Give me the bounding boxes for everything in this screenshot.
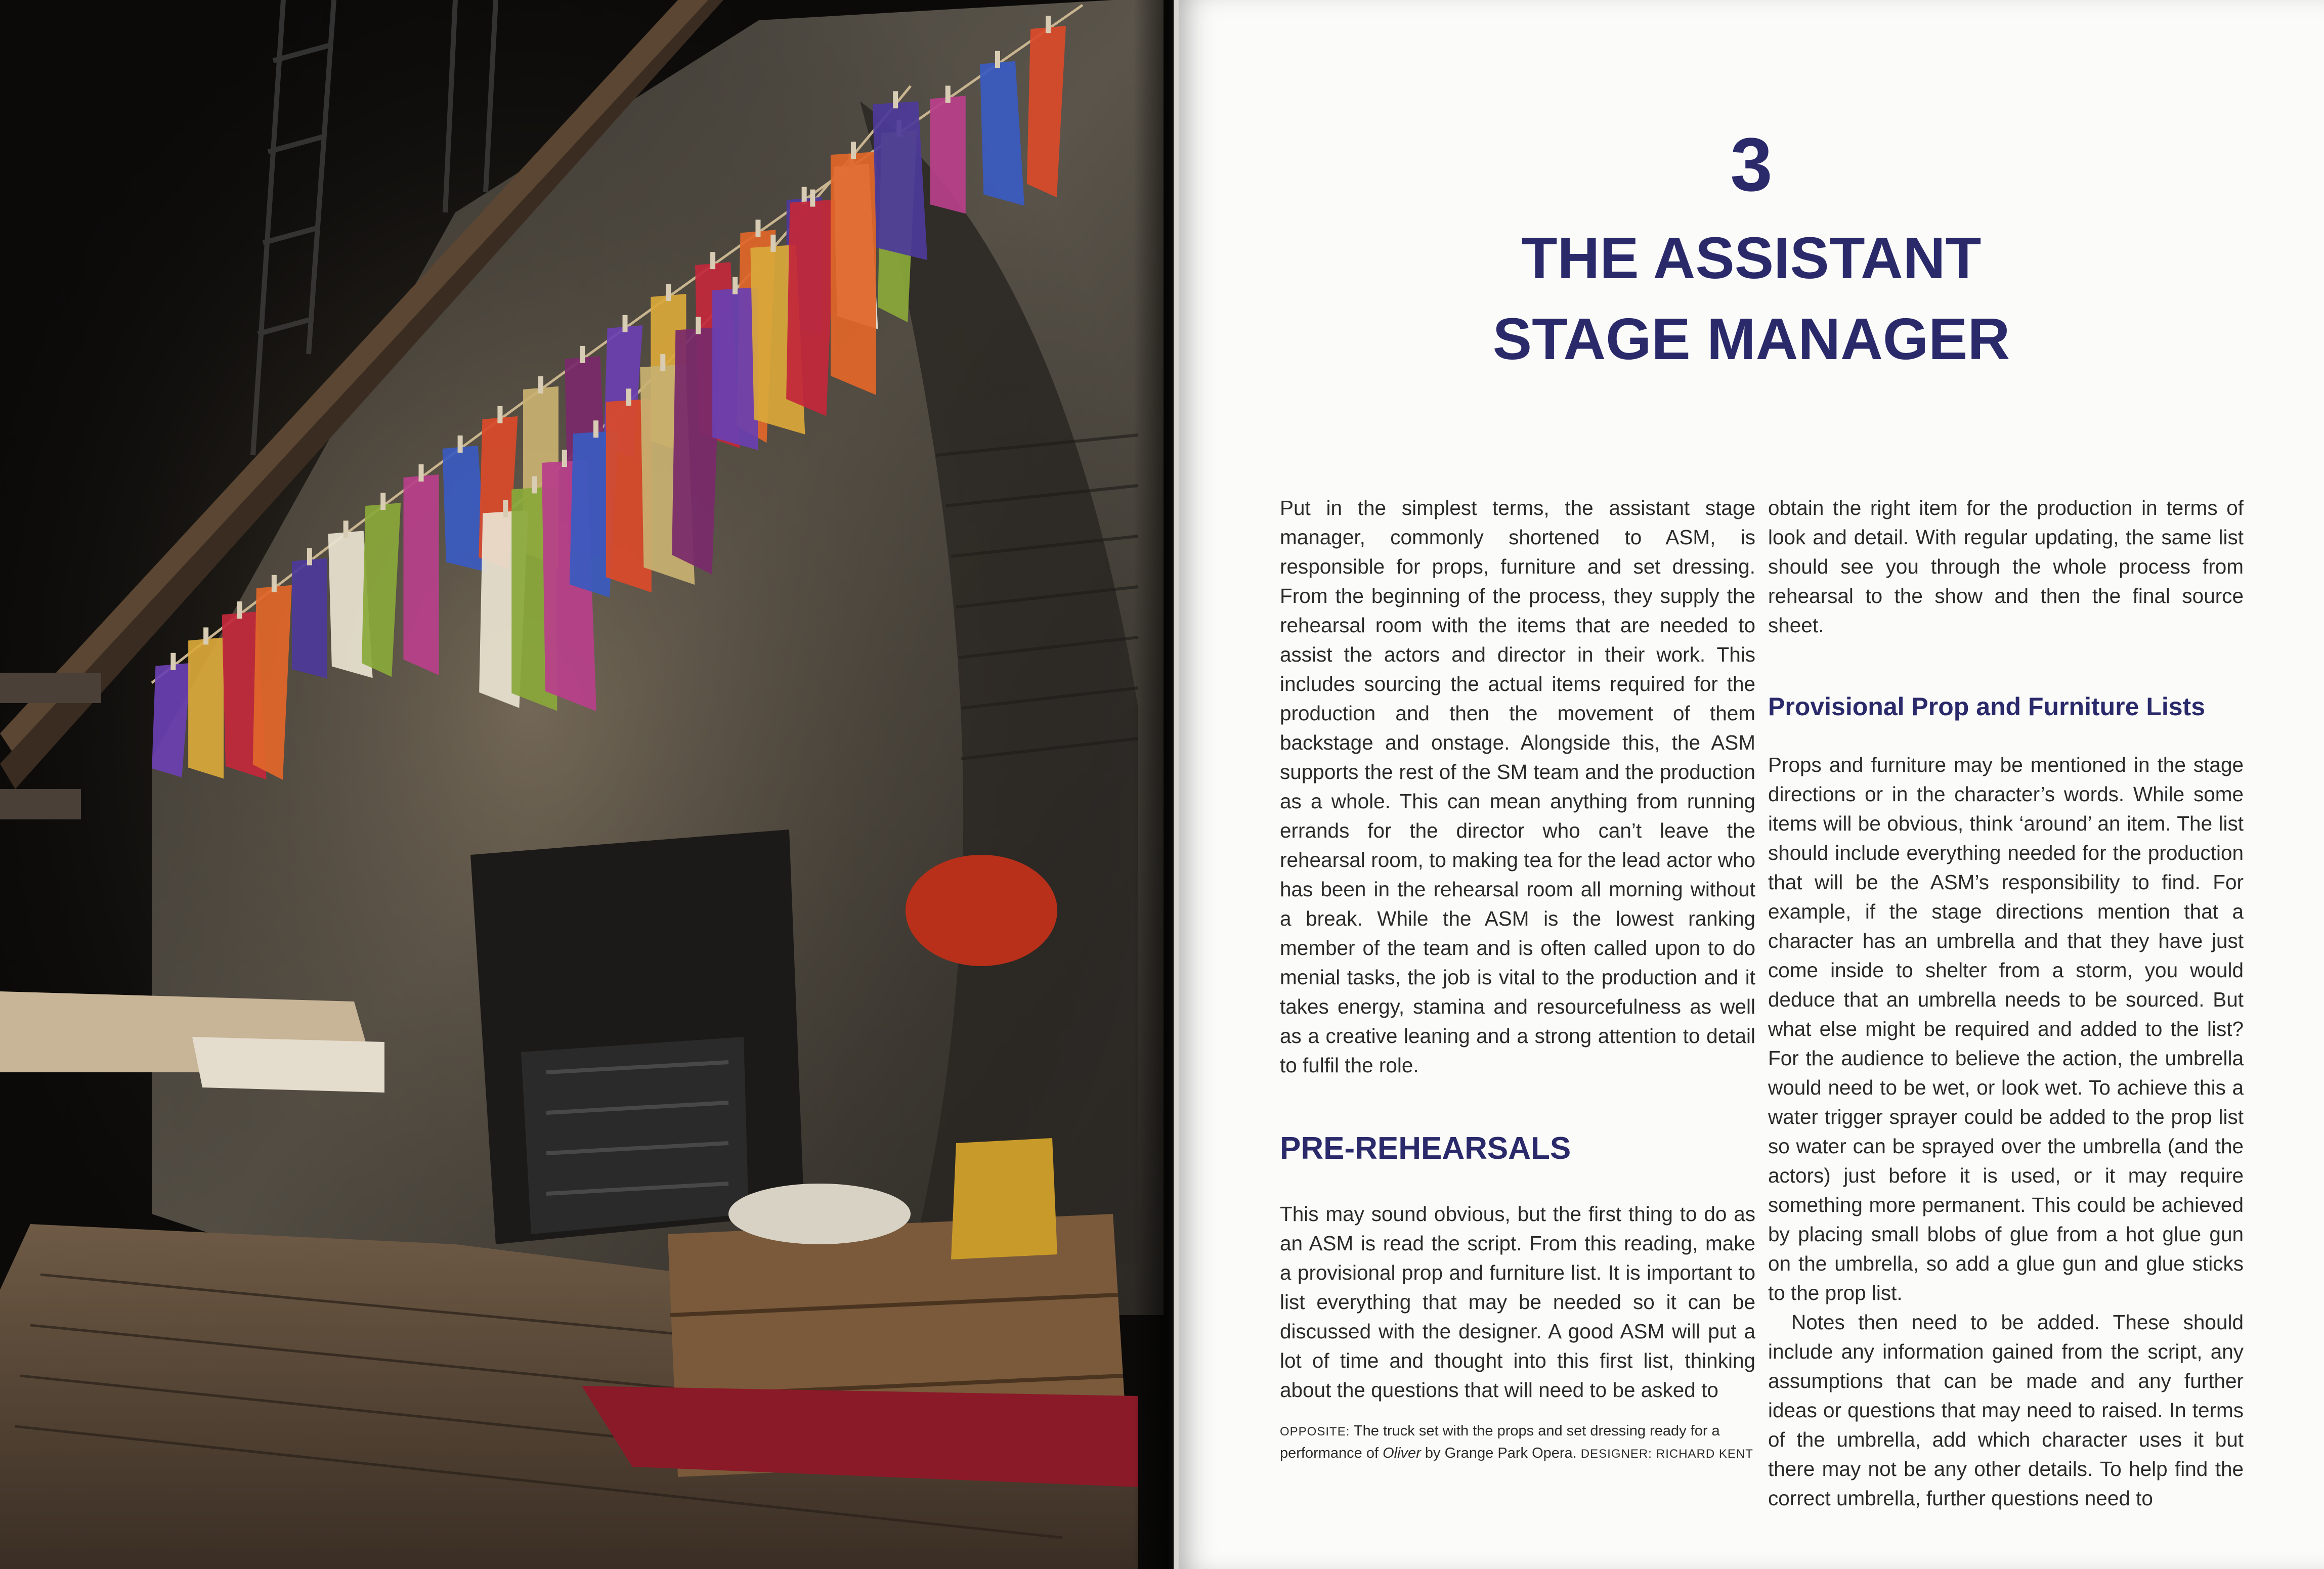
clothes-peg bbox=[623, 315, 628, 332]
brass-jug bbox=[951, 1138, 1057, 1259]
photo-caption bbox=[1280, 1420, 1755, 1465]
chapter-title bbox=[1179, 217, 2324, 379]
book-gutter-shadow bbox=[1133, 0, 1174, 1569]
hat bbox=[906, 855, 1057, 966]
cloth bbox=[292, 558, 327, 679]
clothes-peg bbox=[562, 450, 567, 467]
cloth bbox=[873, 101, 927, 260]
clothes-peg bbox=[237, 601, 242, 619]
cloth bbox=[712, 287, 758, 450]
heading-provisional-lists: Provisional Prop and Furniture Lists bbox=[1768, 692, 2206, 721]
clothes-peg bbox=[893, 91, 898, 108]
clothes-peg bbox=[945, 85, 951, 103]
clothes-peg bbox=[660, 354, 665, 371]
clothes-peg bbox=[458, 435, 463, 453]
heading-pre-rehearsals: PRE-REHEARSALS bbox=[1280, 1131, 1571, 1166]
clothes-peg bbox=[343, 520, 349, 538]
clothes-peg bbox=[810, 190, 815, 207]
cloth bbox=[404, 474, 439, 675]
text-column-right bbox=[1768, 493, 2244, 1513]
clothes-peg bbox=[770, 235, 776, 252]
clothes-peg bbox=[419, 464, 424, 482]
chapter-title-line-1: THE ASSISTANT bbox=[1521, 225, 1982, 291]
clothes-peg bbox=[851, 142, 856, 159]
caption-production-title: Oliver bbox=[1383, 1445, 1421, 1461]
provisional-lists-paragraph-1: Props and furniture may be mentioned in the stage directions or in the character’s words. While some items will be obvious, think ‘around’ an item. The list should include everything needed for the production that will be the ASM’s responsibility to find. For example, if the stage directions mention that a character has an umbrella and that they have just come inside to shelter from a storm, you would deduce that an umbrella needs to be sourced. But what else might be required and added to the list? For the audience to believe the action, the umbrella would need to be wet, or look wet. To achieve this a water trigger sprayer could be added to the prop list so water can be sprayed over the umbrella (and the actors) just before it is used, or it may require something more permanent. This could be achieved by placing small blobs of glue from a hot glue gun on the umbrella, so add a glue gun and glue sticks to the prop list. bbox=[1768, 753, 2244, 1304]
cloth bbox=[831, 152, 876, 395]
clothes-peg bbox=[626, 388, 631, 406]
clothes-peg bbox=[503, 500, 508, 517]
cloth bbox=[930, 96, 966, 213]
clothes-peg bbox=[203, 627, 208, 644]
clothes-peg bbox=[272, 575, 277, 592]
clothes-peg bbox=[696, 317, 701, 334]
caption-text-after: by Grange Park Opera. bbox=[1425, 1445, 1577, 1461]
enamel-bowl bbox=[728, 1184, 911, 1244]
caption-designer-name: RICHARD KENT bbox=[1656, 1447, 1753, 1461]
text-column-left bbox=[1280, 493, 1755, 1405]
clothes-peg bbox=[497, 406, 502, 423]
chapter-title-line-2: STAGE MANAGER bbox=[1492, 306, 2010, 372]
chapter-number: 3 bbox=[1730, 122, 1773, 207]
clothes-peg bbox=[170, 653, 176, 670]
clothes-peg bbox=[380, 493, 385, 510]
pre-rehearsals-paragraph-part2: obtain the right item for the production in terms of look and detail. With regular updating, the same list should see you through the whole process from rehearsal to the show and then the final source sheet. bbox=[1768, 496, 2244, 637]
caption-text-before: The truck set with the props and set dressing ready for a performance of bbox=[1280, 1423, 1720, 1461]
clothes-peg bbox=[538, 376, 543, 394]
clothes-peg bbox=[532, 476, 537, 493]
clothes-peg bbox=[710, 252, 715, 269]
caption-label: OPPOSITE: bbox=[1280, 1425, 1350, 1439]
clothes-peg bbox=[1046, 16, 1051, 33]
pre-rehearsals-paragraph-part1: This may sound obvious, but the first thing to do as an ASM is read the script. From this reading, make a provisional prop and furniture list. It is important to list everything that may be needed so it can be discussed with the designer. A good ASM will put a lot of time and thought into this first list, thinking about the questions that will need to be asked to bbox=[1280, 1202, 1755, 1402]
clothes-peg bbox=[733, 277, 738, 294]
provisional-lists-paragraph-2: Notes then need to be added. These should include any information gained from the script, any assumptions that can be made and any further ideas or questions that may need to raised. In terms of the umbrella, add which character uses it but there may not be any other details. To help find the correct umbrella, further questions need to bbox=[1768, 1311, 2244, 1510]
clothes-peg bbox=[995, 51, 1000, 68]
text-page bbox=[1179, 0, 2324, 1569]
intro-paragraph: Put in the simplest terms, the assistant stage manager, commonly shortened to ASM, is responsible for props, furniture and set dressing. From the beginning of the process, they supply the rehearsal room with the items that are needed to assist the actors and director in their work. This includes sourcing the actual items required for the production and then the movement of them backstage and onstage. Alongside this, the ASM supports the rest of the SM team and the production as a whole. This can mean anything from running errands for the director who can’t leave the rehearsal room, to making tea for the lead actor who has been in the rehearsal room all morning without a break. While the ASM is the lowest ranking member of the team and is often called upon to do menial tasks, the job is vital to the production and it takes energy, stamina and resourcefulness as well as a creative leaning and a strong attention to detail to fulfil the role. bbox=[1280, 496, 1755, 1077]
caption-designer-label: DESIGNER: bbox=[1580, 1447, 1652, 1461]
clothes-peg bbox=[580, 346, 585, 363]
cloth bbox=[188, 637, 224, 778]
clothes-peg bbox=[307, 548, 312, 565]
clothes-peg bbox=[755, 220, 760, 237]
clothes-peg bbox=[593, 420, 598, 438]
clothes-peg bbox=[666, 284, 671, 301]
